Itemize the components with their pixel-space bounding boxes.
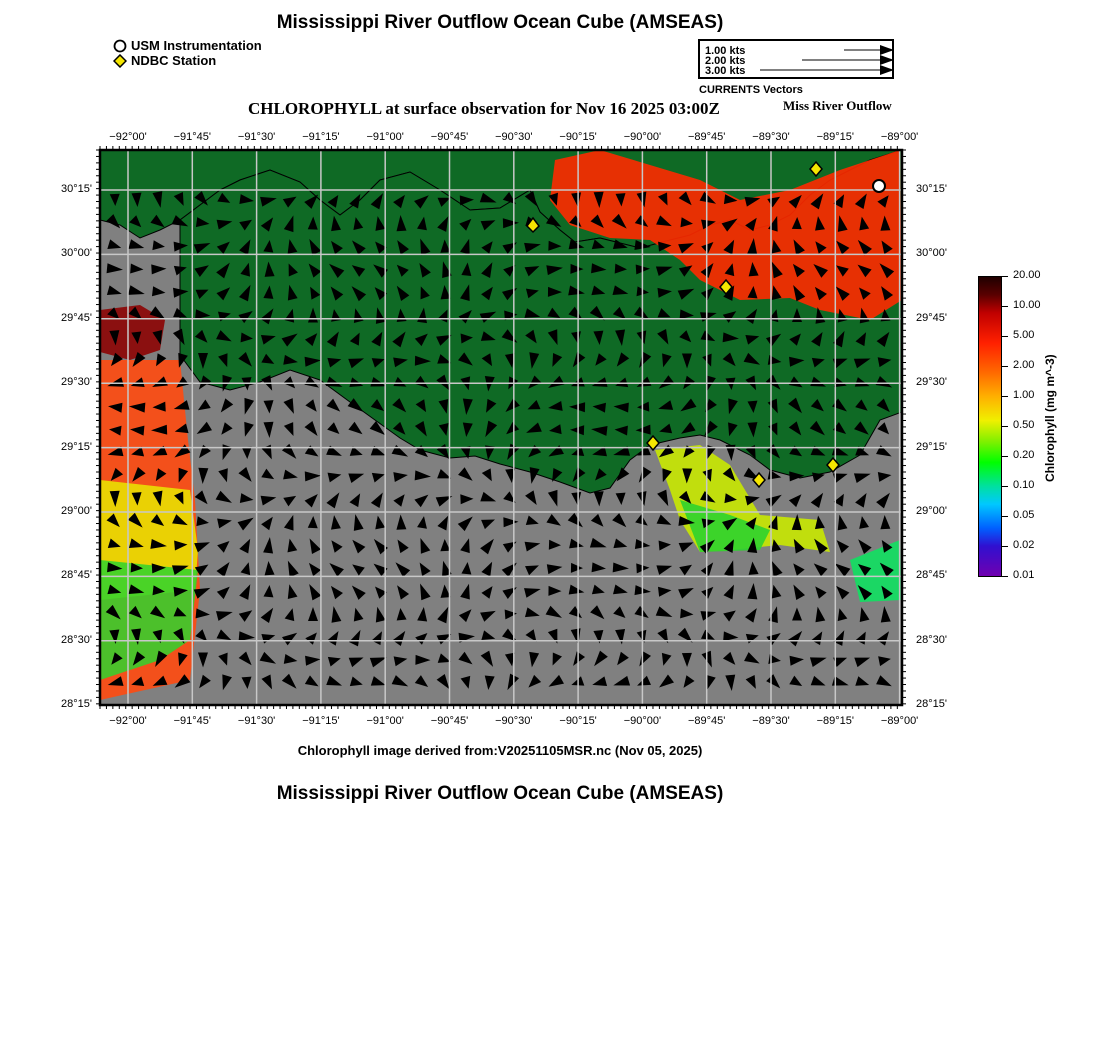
lon-tick-label-bottom: −91°00': [366, 715, 404, 727]
colorbar-tick-label: 0.20: [1013, 449, 1035, 461]
colorbar-tick: [1001, 576, 1008, 577]
colorbar-tick: [1001, 486, 1008, 487]
lon-tick-label-bottom: −90°15': [559, 715, 597, 727]
lat-tick-label-right: 28°15': [916, 698, 947, 711]
current-scale-2: 2.00 kts: [705, 55, 746, 67]
lat-tick-label-right: 29°30': [916, 376, 947, 389]
lon-tick-label-top: −89°30': [752, 131, 790, 143]
colorbar-tick-label: 0.02: [1013, 539, 1035, 551]
chlorophyll-colorbar: [978, 276, 1002, 577]
lat-tick-label-left: 29°00': [61, 505, 92, 517]
lon-tick-label-top: −91°00': [366, 131, 404, 143]
colorbar-tick-label: 0.10: [1013, 479, 1035, 491]
lon-tick-label-bottom: −90°00': [623, 715, 662, 727]
currents-scale-arrows: [700, 41, 892, 77]
lat-tick-label-right: 29°45': [916, 311, 947, 324]
colorbar-tick-label: 10.00: [1013, 299, 1041, 311]
lat-tick-label-right: 28°45': [916, 569, 947, 582]
chlorophyll-map: [0, 120, 960, 740]
arrow-3kt-icon: [880, 65, 892, 75]
lon-tick-label-top: −89°15': [816, 131, 854, 143]
currents-title: CURRENTS Vectors: [699, 84, 803, 96]
lat-tick-label-right: 29°15': [916, 440, 947, 453]
lon-tick-label-bottom: −90°30': [495, 715, 533, 727]
lon-tick-label-bottom: −92°00': [109, 715, 147, 727]
colorbar-tick-label: 0.05: [1013, 509, 1035, 521]
colorbar-tick: [1001, 306, 1008, 307]
bottom-title: Mississippi River Outflow Ocean Cube (AMSEAS): [276, 783, 724, 804]
lon-tick-label-bottom: −91°45': [173, 715, 211, 727]
colorbar-tick-label: 5.00: [1013, 329, 1035, 341]
lon-tick-label-bottom: −91°15': [302, 715, 340, 727]
colorbar-tick: [1001, 276, 1008, 277]
lat-tick-label-left: 28°45': [61, 569, 92, 582]
colorbar-tick-label: 0.01: [1013, 569, 1035, 581]
current-scale-3: 3.00 kts: [705, 65, 746, 77]
lat-tick-label-right: 28°30': [916, 633, 947, 646]
colorbar-tick: [1001, 366, 1008, 367]
lon-tick-label-top: −90°15': [559, 131, 597, 143]
lon-tick-label-top: −91°45': [173, 131, 211, 143]
legend-ndbc: [113, 53, 262, 68]
currents-scale-box: [698, 39, 894, 79]
lon-tick-label-top: −92°00': [109, 131, 147, 143]
colorbar-tick: [1001, 546, 1008, 547]
lat-tick-label-right: 30°00': [916, 247, 947, 260]
usm-station-marker: [873, 180, 885, 192]
colorbar-tick: [1001, 396, 1008, 397]
image-source: Chlorophyll image derived from:V20251105MSR.nc (Nov 05, 2025): [297, 743, 703, 758]
lat-tick-label-left: 29°45': [61, 311, 92, 324]
lon-tick-label-top: −90°00': [623, 131, 662, 143]
colorbar-title: Chlorophyll (mg m^-3): [1043, 354, 1057, 482]
colorbar-tick-label: 1.00: [1013, 389, 1035, 401]
ndbc-diamond-icon: [113, 54, 127, 68]
page-title: Mississippi River Outflow Ocean Cube (AMSEAS): [276, 12, 724, 33]
usm-circle-icon: [113, 39, 127, 53]
legend-ndbc-label: NDBC Station: [131, 53, 217, 68]
colorbar-tick-label: 20.00: [1013, 269, 1041, 281]
lon-tick-label-bottom: −89°00': [880, 715, 919, 727]
lon-tick-label-top: −90°30': [495, 131, 533, 143]
lat-tick-label-left: 28°30': [61, 633, 92, 646]
colorbar-tick-label: 0.50: [1013, 419, 1035, 431]
lon-tick-label-bottom: −91°30': [237, 715, 276, 727]
lon-tick-label-top: −91°15': [302, 131, 340, 143]
lat-tick-label-left: 29°30': [61, 376, 92, 389]
colorbar-tick: [1001, 426, 1008, 427]
lat-tick-label-right: 30°15': [916, 183, 947, 195]
colorbar-tick-label: 2.00: [1013, 359, 1035, 371]
colorbar-tick: [1001, 336, 1008, 337]
marker-legend: [113, 38, 262, 68]
colorbar-tick: [1001, 456, 1008, 457]
colorbar-tick: [1001, 516, 1008, 517]
legend-usm: [113, 38, 262, 53]
lon-tick-label-bottom: −89°15': [816, 715, 854, 727]
lat-tick-label-left: 28°15': [61, 698, 92, 711]
lon-tick-label-bottom: −89°45': [687, 715, 726, 727]
arrow-2kt-icon: [880, 55, 892, 65]
lon-tick-label-bottom: −89°30': [752, 715, 790, 727]
legend-usm-label: USM Instrumentation: [131, 38, 262, 53]
lon-tick-label-top: −89°45': [687, 131, 726, 143]
lon-tick-label-bottom: −90°45': [430, 715, 469, 727]
lat-tick-label-left: 29°15': [61, 440, 92, 453]
arrow-1kt-icon: [880, 45, 892, 55]
lon-tick-label-top: −90°45': [430, 131, 469, 143]
map-subtitle: CHLOROPHYLL at surface observation for Nov 16 2025 03:00Z: [248, 99, 720, 118]
lon-tick-label-top: −91°30': [237, 131, 276, 143]
lat-tick-label-left: 30°00': [61, 247, 92, 260]
current-scale-1: 1.00 kts: [705, 45, 746, 57]
region-label: Miss River Outflow: [783, 98, 892, 113]
lon-tick-label-top: −89°00': [880, 131, 919, 143]
lat-tick-label-left: 30°15': [61, 183, 92, 195]
lat-tick-label-right: 29°00': [916, 505, 947, 517]
